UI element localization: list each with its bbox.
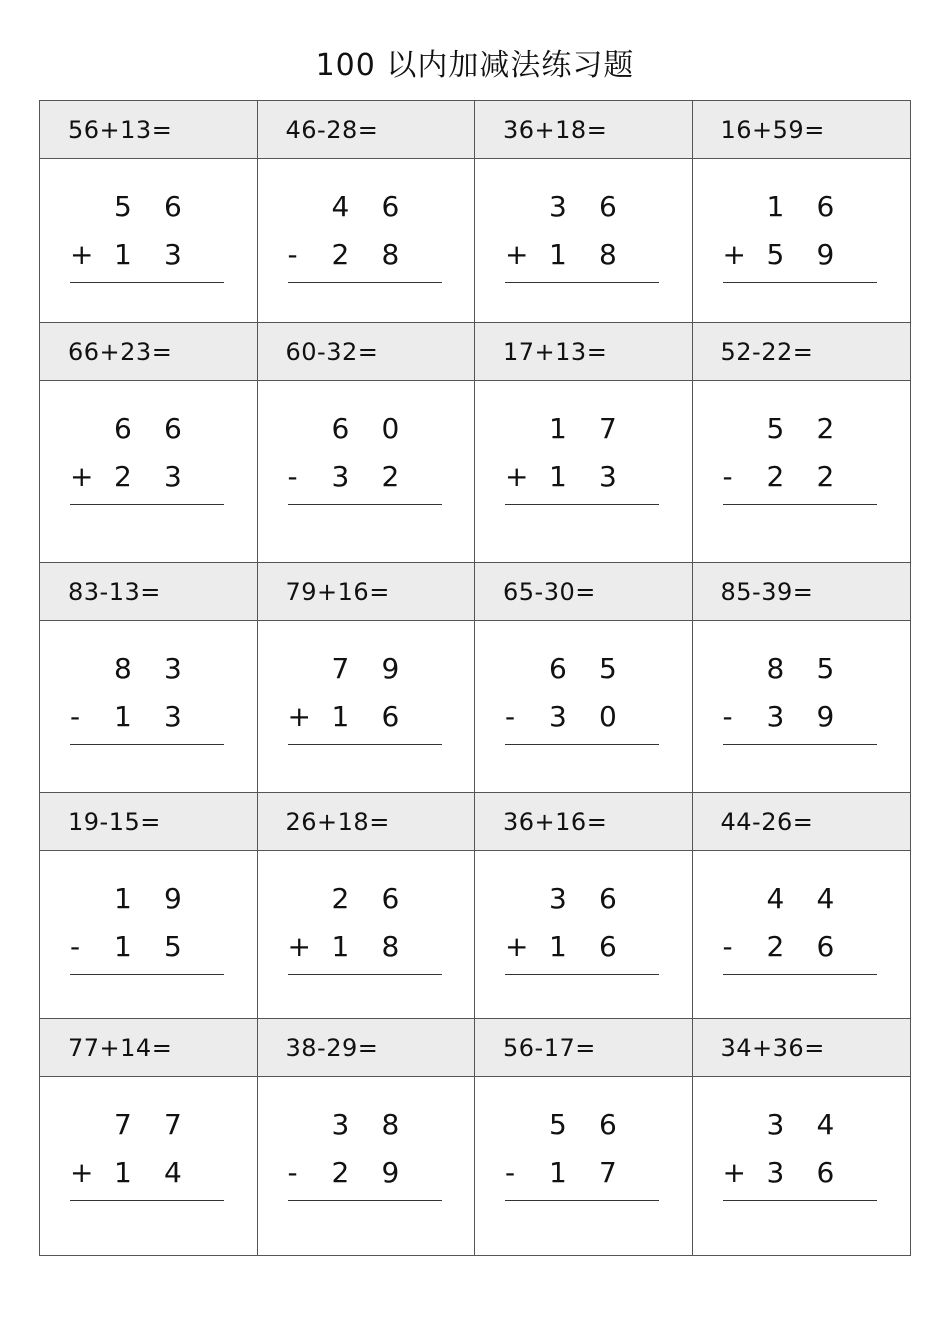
problem-cell: [258, 101, 476, 323]
top-digit: 6: [114, 412, 132, 445]
problem-equation: 66+23=: [40, 323, 257, 381]
bottom-digit: 3: [766, 1156, 785, 1189]
operator-sign: -: [505, 1156, 516, 1189]
top-digit: 1: [114, 882, 132, 915]
problem-equation: 17+13=: [475, 323, 692, 381]
vertical-calculation: [723, 405, 877, 501]
top-number-row: [505, 405, 659, 453]
top-number-row: [723, 1101, 877, 1149]
bottom-digit: 2: [381, 460, 400, 493]
answer-line: [288, 504, 442, 505]
bottom-digit: 1: [549, 238, 567, 271]
bottom-number-row: [723, 923, 877, 971]
top-digit: 5: [816, 652, 835, 685]
bottom-number-row: [505, 693, 659, 741]
bottom-digit: 6: [816, 1156, 835, 1189]
bottom-digit: 2: [331, 238, 350, 271]
top-digit: 6: [599, 190, 617, 223]
bottom-digit: 6: [381, 700, 400, 733]
bottom-number-row: [505, 923, 659, 971]
problem-cell: [693, 323, 911, 563]
bottom-digit: 1: [331, 700, 350, 733]
top-digit: 5: [766, 412, 785, 445]
top-digit: 6: [816, 190, 835, 223]
problem-equation: 60-32=: [258, 323, 475, 381]
operator-sign: +: [287, 930, 311, 963]
answer-line: [505, 1200, 659, 1201]
vertical-calculation: [70, 645, 224, 741]
bottom-digit: 3: [599, 460, 617, 493]
top-digit: 6: [599, 882, 617, 915]
bottom-digit: 8: [381, 238, 400, 271]
top-number-row: [288, 875, 442, 923]
bottom-digit: 3: [164, 238, 182, 271]
top-digit: 3: [549, 882, 567, 915]
problem-equation: 56+13=: [40, 101, 257, 159]
top-number-row: [288, 405, 442, 453]
problem-equation: 85-39=: [693, 563, 911, 621]
top-digit: 1: [549, 412, 567, 445]
operator-sign: -: [722, 930, 733, 963]
vertical-calculation: [505, 183, 659, 279]
bottom-number-row: [70, 231, 224, 279]
answer-line: [288, 1200, 442, 1201]
problem-cell: [40, 563, 258, 793]
operator-sign: +: [505, 238, 529, 271]
top-digit: 4: [331, 190, 350, 223]
operator-sign: -: [287, 238, 298, 271]
top-number-row: [288, 1101, 442, 1149]
vertical-calculation: [70, 405, 224, 501]
bottom-digit: 1: [331, 930, 350, 963]
bottom-digit: 1: [549, 1156, 567, 1189]
top-digit: 7: [114, 1108, 132, 1141]
operator-sign: -: [722, 700, 733, 733]
vertical-calculation: [723, 183, 877, 279]
top-digit: 8: [114, 652, 132, 685]
problem-cell: [258, 1019, 476, 1255]
bottom-digit: 2: [816, 460, 835, 493]
worksheet-grid: [39, 100, 911, 1256]
bottom-number-row: [723, 693, 877, 741]
bottom-digit: 9: [381, 1156, 400, 1189]
bottom-number-row: [288, 453, 442, 501]
top-number-row: [723, 875, 877, 923]
problem-cell: [693, 101, 911, 323]
top-digit: 5: [114, 190, 132, 223]
answer-line: [70, 504, 224, 505]
bottom-digit: 3: [549, 700, 567, 733]
top-digit: 4: [816, 882, 835, 915]
answer-line: [505, 974, 659, 975]
bottom-digit: 1: [114, 1156, 132, 1189]
operator-sign: -: [287, 1156, 298, 1189]
top-digit: 6: [331, 412, 350, 445]
problem-cell: [475, 793, 693, 1019]
top-number-row: [505, 875, 659, 923]
top-number-row: [288, 645, 442, 693]
answer-line: [70, 282, 224, 283]
operator-sign: -: [70, 930, 81, 963]
top-digit: 7: [331, 652, 350, 685]
top-number-row: [505, 1101, 659, 1149]
bottom-number-row: [288, 231, 442, 279]
bottom-digit: 6: [599, 930, 617, 963]
answer-line: [723, 974, 877, 975]
vertical-calculation: [288, 645, 442, 741]
top-number-row: [505, 645, 659, 693]
bottom-number-row: [288, 1149, 442, 1197]
vertical-calculation: [288, 875, 442, 971]
top-number-row: [723, 645, 877, 693]
problem-cell: [475, 1019, 693, 1255]
operator-sign: +: [505, 460, 529, 493]
bottom-digit: 2: [114, 460, 132, 493]
operator-sign: +: [70, 460, 94, 493]
top-digit: 7: [599, 412, 617, 445]
top-digit: 9: [381, 652, 400, 685]
problem-cell: [40, 1019, 258, 1255]
operator-sign: +: [722, 238, 746, 271]
bottom-number-row: [505, 231, 659, 279]
top-number-row: [70, 183, 224, 231]
top-digit: 5: [549, 1108, 567, 1141]
problem-cell: [40, 793, 258, 1019]
vertical-calculation: [723, 645, 877, 741]
top-number-row: [70, 645, 224, 693]
bottom-digit: 3: [766, 700, 785, 733]
top-digit: 6: [164, 412, 182, 445]
problem-cell: [693, 793, 911, 1019]
answer-line: [505, 282, 659, 283]
bottom-digit: 2: [766, 930, 785, 963]
bottom-number-row: [70, 1149, 224, 1197]
bottom-number-row: [723, 231, 877, 279]
bottom-number-row: [70, 923, 224, 971]
bottom-number-row: [288, 923, 442, 971]
top-digit: 1: [766, 190, 785, 223]
problem-equation: 19-15=: [40, 793, 257, 851]
answer-line: [70, 744, 224, 745]
answer-line: [723, 744, 877, 745]
operator-sign: -: [287, 460, 298, 493]
bottom-number-row: [70, 693, 224, 741]
bottom-digit: 9: [816, 238, 835, 271]
top-digit: 6: [164, 190, 182, 223]
vertical-calculation: [723, 1101, 877, 1197]
problem-equation: 46-28=: [258, 101, 475, 159]
top-number-row: [505, 183, 659, 231]
problem-cell: [258, 793, 476, 1019]
top-number-row: [70, 405, 224, 453]
problem-cell: [693, 1019, 911, 1255]
problem-cell: [693, 563, 911, 793]
bottom-digit: 4: [164, 1156, 182, 1189]
vertical-calculation: [505, 405, 659, 501]
problem-cell: [258, 323, 476, 563]
answer-line: [723, 282, 877, 283]
bottom-digit: 5: [766, 238, 785, 271]
top-number-row: [70, 875, 224, 923]
bottom-digit: 2: [766, 460, 785, 493]
problem-equation: 44-26=: [693, 793, 911, 851]
bottom-digit: 2: [331, 1156, 350, 1189]
top-digit: 6: [599, 1108, 617, 1141]
answer-line: [723, 1200, 877, 1201]
bottom-number-row: [723, 1149, 877, 1197]
answer-line: [288, 744, 442, 745]
problem-cell: [475, 563, 693, 793]
vertical-calculation: [505, 1101, 659, 1197]
answer-line: [70, 1200, 224, 1201]
top-digit: 6: [381, 882, 400, 915]
operator-sign: -: [505, 700, 516, 733]
bottom-number-row: [505, 453, 659, 501]
problem-cell: [475, 323, 693, 563]
problem-equation: 56-17=: [475, 1019, 692, 1077]
operator-sign: +: [70, 1156, 94, 1189]
top-digit: 3: [766, 1108, 785, 1141]
top-digit: 2: [331, 882, 350, 915]
top-digit: 3: [331, 1108, 350, 1141]
bottom-digit: 1: [114, 238, 132, 271]
bottom-digit: 6: [816, 930, 835, 963]
vertical-calculation: [288, 405, 442, 501]
operator-sign: +: [505, 930, 529, 963]
top-digit: 3: [549, 190, 567, 223]
bottom-digit: 3: [164, 460, 182, 493]
problem-cell: [475, 101, 693, 323]
top-number-row: [723, 183, 877, 231]
top-digit: 9: [164, 882, 182, 915]
answer-line: [288, 974, 442, 975]
answer-line: [723, 504, 877, 505]
operator-sign: -: [70, 700, 81, 733]
problem-equation: 52-22=: [693, 323, 911, 381]
bottom-digit: 5: [164, 930, 182, 963]
top-digit: 8: [381, 1108, 400, 1141]
vertical-calculation: [70, 183, 224, 279]
problem-equation: 36+16=: [475, 793, 692, 851]
top-digit: 4: [816, 1108, 835, 1141]
vertical-calculation: [288, 183, 442, 279]
problem-equation: 83-13=: [40, 563, 257, 621]
problem-equation: 65-30=: [475, 563, 692, 621]
bottom-number-row: [723, 453, 877, 501]
bottom-number-row: [288, 693, 442, 741]
problem-cell: [258, 563, 476, 793]
bottom-digit: 1: [114, 700, 132, 733]
vertical-calculation: [723, 875, 877, 971]
bottom-digit: 1: [549, 930, 567, 963]
top-digit: 5: [599, 652, 617, 685]
answer-line: [505, 504, 659, 505]
top-digit: 3: [164, 652, 182, 685]
top-number-row: [723, 405, 877, 453]
vertical-calculation: [70, 1101, 224, 1197]
top-number-row: [288, 183, 442, 231]
bottom-digit: 3: [331, 460, 350, 493]
vertical-calculation: [70, 875, 224, 971]
problem-cell: [40, 101, 258, 323]
problem-cell: [40, 323, 258, 563]
top-digit: 6: [549, 652, 567, 685]
problem-equation: 34+36=: [693, 1019, 911, 1077]
bottom-digit: 3: [164, 700, 182, 733]
vertical-calculation: [505, 645, 659, 741]
bottom-digit: 9: [816, 700, 835, 733]
answer-line: [505, 744, 659, 745]
top-digit: 2: [816, 412, 835, 445]
page-title: 100 以内加减法练习题: [315, 48, 635, 83]
bottom-digit: 8: [381, 930, 400, 963]
problem-equation: 38-29=: [258, 1019, 475, 1077]
vertical-calculation: [505, 875, 659, 971]
answer-line: [70, 974, 224, 975]
problem-equation: 77+14=: [40, 1019, 257, 1077]
top-digit: 0: [381, 412, 400, 445]
vertical-calculation: [288, 1101, 442, 1197]
bottom-digit: 0: [599, 700, 617, 733]
operator-sign: +: [722, 1156, 746, 1189]
top-digit: 8: [766, 652, 785, 685]
problem-equation: 26+18=: [258, 793, 475, 851]
top-digit: 4: [766, 882, 785, 915]
bottom-number-row: [70, 453, 224, 501]
bottom-digit: 8: [599, 238, 617, 271]
top-digit: 6: [381, 190, 400, 223]
operator-sign: -: [722, 460, 733, 493]
bottom-number-row: [505, 1149, 659, 1197]
operator-sign: +: [287, 700, 311, 733]
top-digit: 7: [164, 1108, 182, 1141]
operator-sign: +: [70, 238, 94, 271]
answer-line: [288, 282, 442, 283]
problem-equation: 16+59=: [693, 101, 911, 159]
bottom-digit: 1: [114, 930, 132, 963]
bottom-digit: 1: [549, 460, 567, 493]
problem-equation: 79+16=: [258, 563, 475, 621]
top-number-row: [70, 1101, 224, 1149]
bottom-digit: 7: [599, 1156, 617, 1189]
problem-equation: 36+18=: [475, 101, 692, 159]
